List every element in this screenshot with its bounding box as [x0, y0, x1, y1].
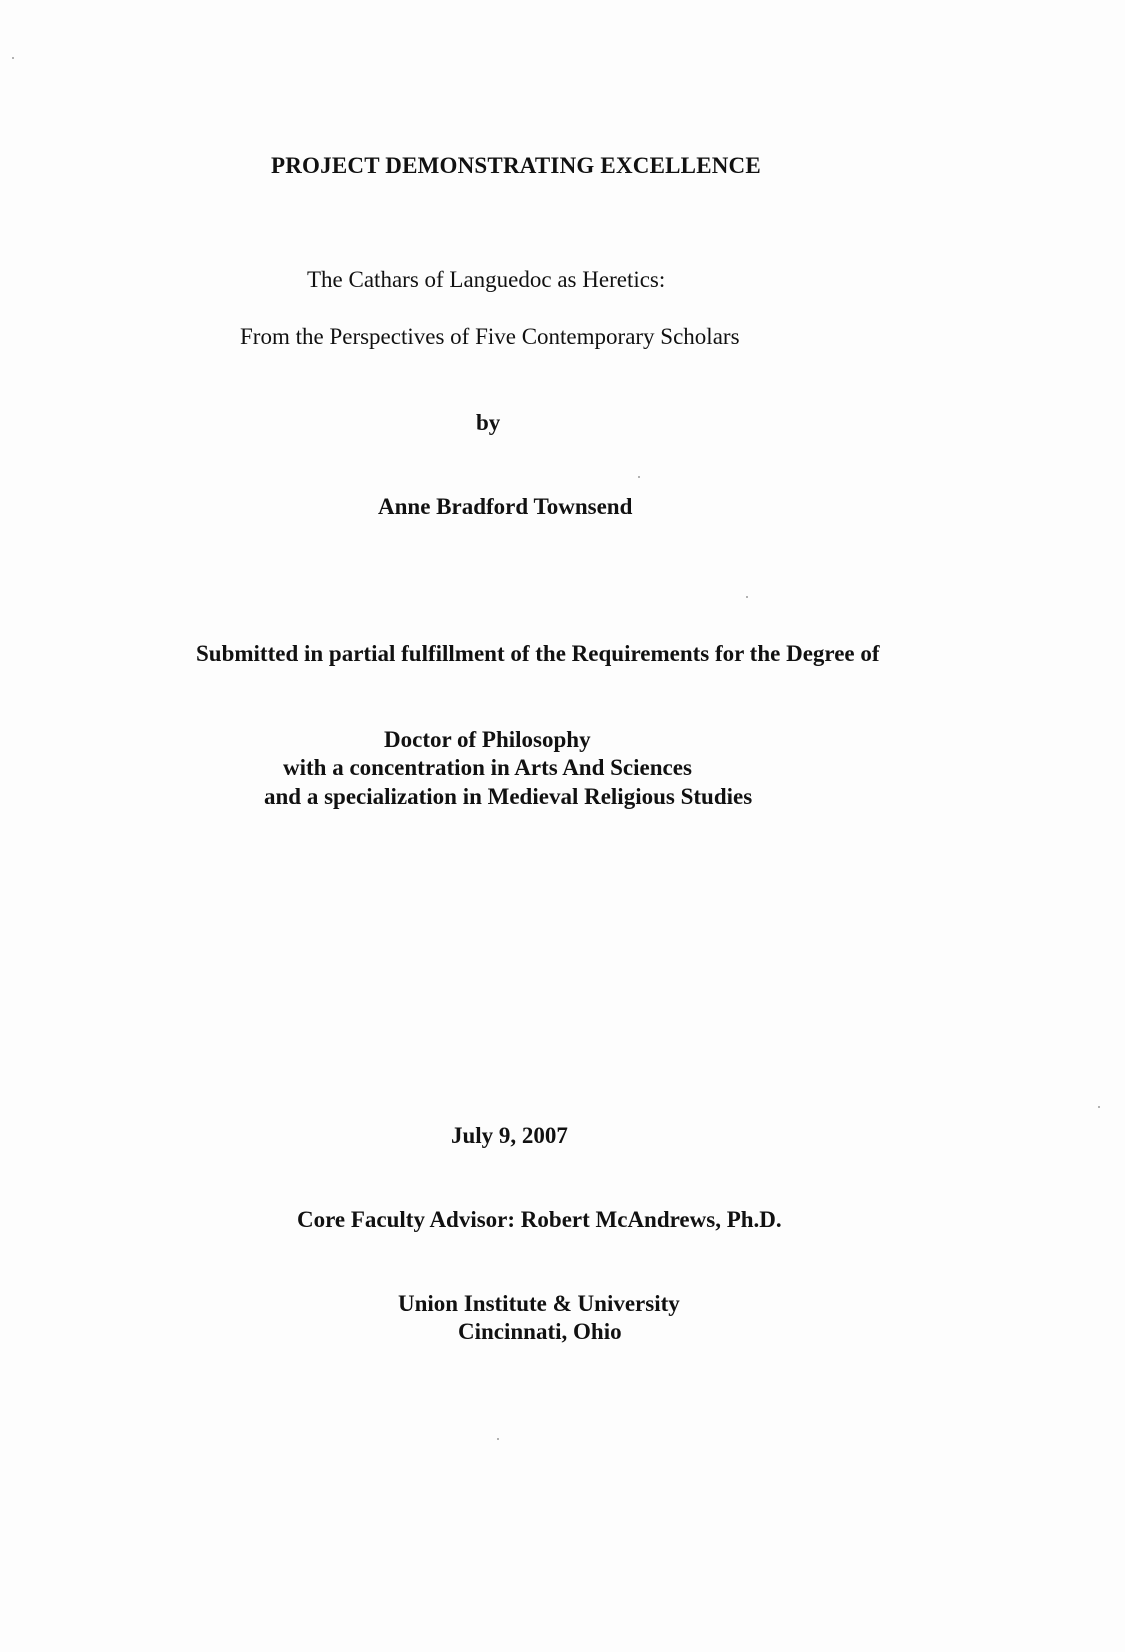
degree-concentration: with a concentration in Arts And Sciences [283, 755, 692, 780]
submission-statement: Submitted in partial fulfillment of the Requirements for the Degree of [196, 641, 880, 666]
author-name: Anne Bradford Townsend [378, 494, 633, 519]
degree-name: Doctor of Philosophy [384, 727, 591, 752]
submission-date: July 9, 2007 [451, 1123, 568, 1148]
institution-name: Union Institute & University [398, 1291, 680, 1316]
scan-speck [12, 57, 14, 59]
page-heading: PROJECT DEMONSTRATING EXCELLENCE [271, 153, 761, 178]
scan-speck [638, 476, 640, 478]
by-label: by [476, 410, 501, 435]
scan-speck [746, 596, 748, 598]
scan-speck [497, 1438, 499, 1440]
faculty-advisor: Core Faculty Advisor: Robert McAndrews, Ph.D. [297, 1207, 782, 1232]
thesis-title-line-1: The Cathars of Languedoc as Heretics: [307, 267, 666, 292]
degree-specialization: and a specialization in Medieval Religious Studies [264, 784, 753, 809]
thesis-title-line-2: From the Perspectives of Five Contemporary Scholars [240, 324, 740, 349]
scan-speck [1098, 1106, 1100, 1108]
institution-location: Cincinnati, Ohio [458, 1319, 622, 1344]
